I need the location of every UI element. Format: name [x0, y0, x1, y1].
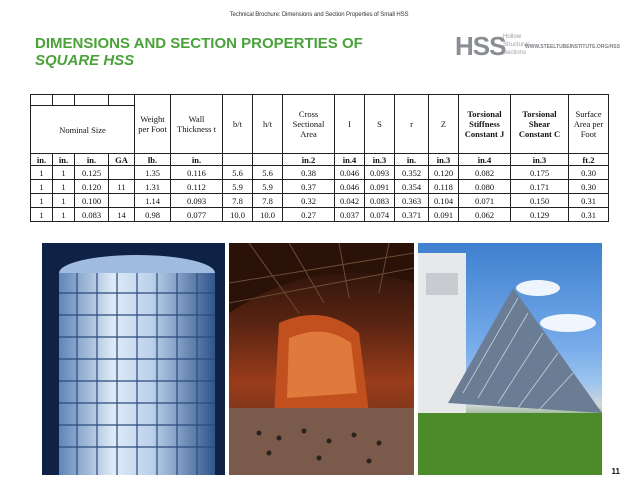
col-r: r: [395, 95, 429, 154]
page-number: 11: [611, 467, 620, 476]
table-row: 1 1 0.120 11 1.31 0.112 5.9 5.9 0.37 0.046 0.091 0.354 0.118 0.080 0.171 0.30: [31, 180, 609, 194]
photo-collage: [42, 243, 602, 475]
col-Z: Z: [429, 95, 459, 154]
col-surface: Surface Area per Foot: [569, 95, 609, 154]
table-row: 1 1 0.100 1.14 0.093 7.8 7.8 0.32 0.042 0.083 0.363 0.104 0.071 0.150 0.31: [31, 194, 609, 208]
page-title: [35, 35, 363, 69]
col-S: S: [365, 95, 395, 154]
logo-mark: HSS: [455, 31, 506, 61]
col-J: Torsional Stiffness Constant J: [459, 95, 511, 154]
header-top-row: [31, 95, 609, 106]
col-nominal-size: Nominal Size: [31, 106, 135, 154]
concert-hall-photo: [229, 243, 414, 475]
col-weight: Weight per Foot: [135, 95, 171, 154]
running-header: Technical Brochure: Dimensions and Section Properties of Small HSS: [229, 12, 409, 18]
logo-word-sections: Sections: [503, 50, 527, 56]
hss-logo: [455, 31, 620, 65]
table-row: 1 1 0.083 14 0.98 0.077 10.0 10.0 0.27 0.037 0.074 0.371 0.091 0.062 0.129 0.31: [31, 208, 609, 222]
col-bt: b/t: [223, 95, 253, 154]
section-properties-table: [30, 94, 609, 222]
logo-word-hollow: Hollow: [503, 34, 522, 40]
units-row: in. in. in. GA lb. in. in.2 in.4 in.3 in. in.3 in.4 in.3 ft.2: [31, 154, 609, 166]
col-I: I: [335, 95, 365, 154]
title-line-1: DIMENSIONS AND SECTION PROPERTIES OF: [35, 35, 363, 52]
logo-url: WWW.STEELTUBEINSTITUTE.ORG/HSS: [525, 44, 620, 50]
table-row: 1 1 0.125 1.35 0.116 5.6 5.6 0.38 0.046 0.093 0.352 0.120 0.082 0.175 0.30: [31, 166, 609, 180]
col-ht: h/t: [253, 95, 283, 154]
col-wall: Wall Thickness t: [171, 95, 223, 154]
museum-photo: [418, 243, 602, 475]
col-C: Torsional Shear Constant C: [511, 95, 569, 154]
col-area: Cross Sectional Area: [283, 95, 335, 154]
logo-word-structural: Structural: [503, 42, 529, 48]
glass-tower-photo: [42, 243, 225, 475]
title-line-2: SQUARE HSS: [35, 52, 135, 69]
